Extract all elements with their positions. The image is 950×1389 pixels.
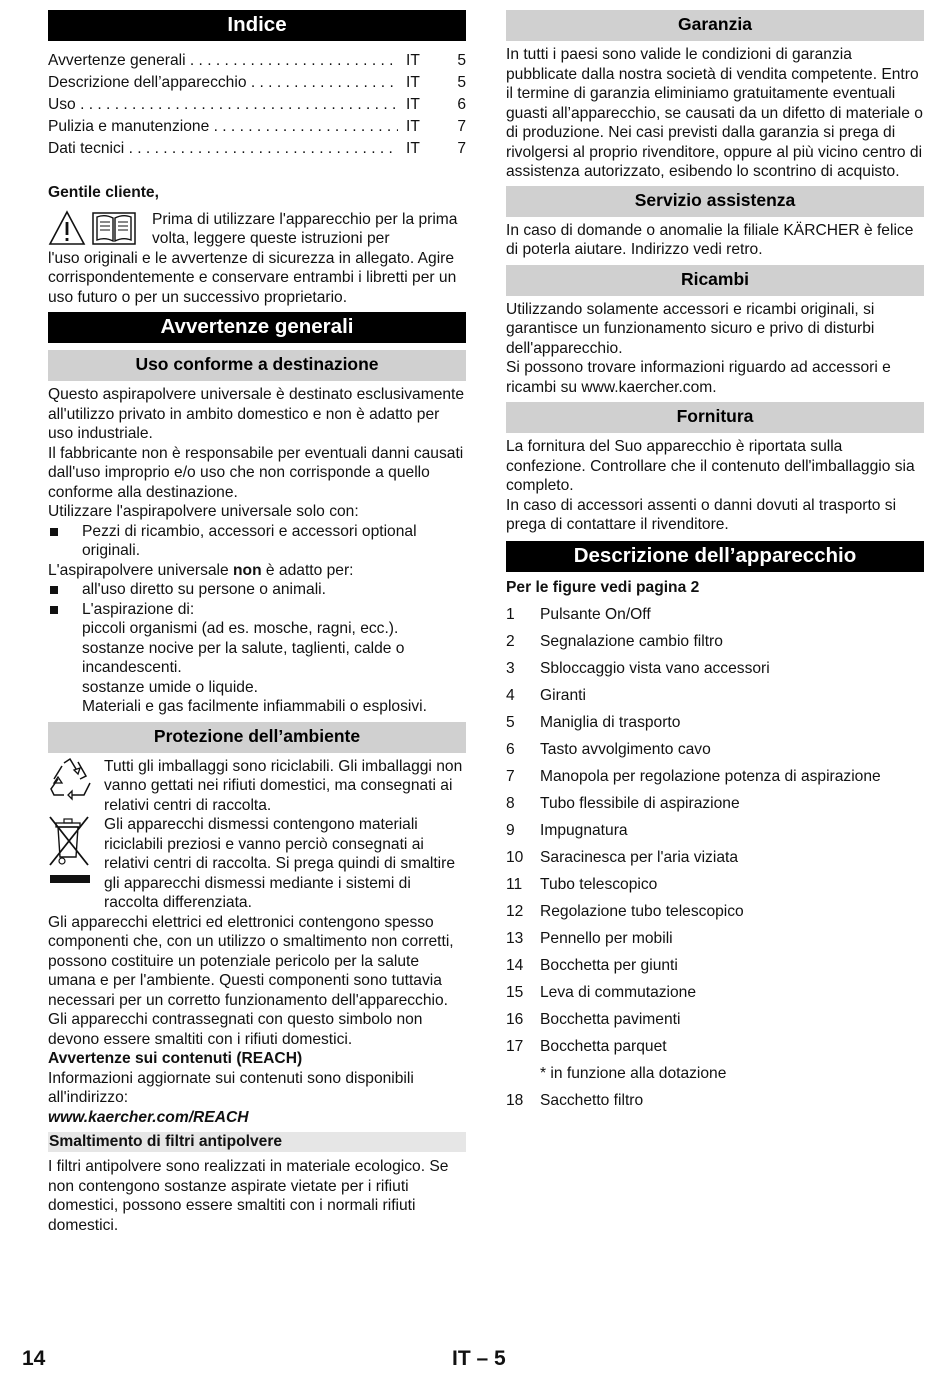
part-number: 9 — [506, 822, 515, 839]
part-list-item — [506, 736, 924, 763]
part-label: * in funzione alla dotazione — [540, 1065, 727, 1082]
part-number: 12 — [506, 903, 524, 920]
delivery-heading: Fornitura — [506, 402, 924, 433]
spares-heading: Ricambi — [506, 265, 924, 296]
suction-item: Materiali e gas facilmente infiammabili o esplosivi. — [82, 698, 427, 715]
toc-entry-title: Avvertenze generali . . . — [48, 50, 398, 72]
bullet-square-icon — [48, 600, 82, 620]
manual-book-icon — [92, 210, 136, 246]
part-list-item — [506, 871, 924, 898]
part-number: 2 — [506, 633, 515, 650]
environment-heading: Protezione dell’ambiente — [48, 722, 466, 753]
part-label: Pennello per mobili — [540, 930, 673, 947]
toc-entry-title: Dati tecnici . . . — [48, 138, 398, 160]
part-label: Regolazione tubo telescopico — [540, 903, 744, 920]
part-label: Giranti — [540, 687, 586, 704]
part-list-item — [506, 682, 924, 709]
recycle-icon — [48, 757, 96, 801]
part-label: Segnalazione cambio filtro — [540, 633, 723, 650]
list-item-text: all'uso diretto su persone o animali. — [82, 581, 326, 598]
part-label: Pulsante On/Off — [540, 606, 651, 623]
spares-p1: Utilizzando solamente accessori e ricambi originali, si garantisce un funzionamento sicuro e privo di disturbi dell'apparecchio. — [506, 300, 875, 357]
part-label: Tubo flessibile di aspirazione — [540, 795, 740, 812]
part-label: Bocchetta per giunti — [540, 957, 678, 974]
part-number: 18 — [506, 1092, 524, 1109]
intro-text-beside-icons: Prima di utilizzare l'apparecchio per la prima volta, leggere queste istruzioni per — [152, 210, 458, 247]
toc-entry-page: 5 — [457, 52, 466, 69]
part-list-item — [506, 1033, 924, 1060]
reach-link[interactable]: www.kaercher.com/REACH — [48, 1108, 249, 1126]
part-number: 5 — [506, 714, 515, 731]
part-number: 3 — [506, 660, 515, 677]
part-number: 1 — [506, 606, 515, 623]
part-number: 4 — [506, 687, 515, 704]
part-label: Bocchetta parquet — [540, 1038, 667, 1055]
toc-entry-lang: IT — [406, 74, 420, 91]
part-number: 7 — [506, 768, 515, 785]
part-number: 13 — [506, 930, 524, 947]
toc-entry-page: 6 — [457, 96, 466, 113]
suction-item: sostanze nocive per la salute, taglienti, calde o incandescenti. — [82, 639, 405, 676]
intro-icons-row — [48, 210, 466, 249]
table-of-contents — [48, 50, 466, 160]
list-item — [48, 522, 466, 561]
weee-block — [48, 815, 466, 913]
toc-entry-lang: IT — [406, 96, 420, 113]
part-number: 16 — [506, 1011, 524, 1028]
page-number-left: 14 — [22, 1347, 46, 1370]
part-list-item — [506, 601, 924, 628]
part-label: Bocchetta pavimenti — [540, 1011, 681, 1028]
right-column — [506, 10, 924, 1114]
part-label: Impugnatura — [540, 822, 628, 839]
part-list-item — [506, 1087, 924, 1114]
part-number: 6 — [506, 741, 515, 758]
part-label: Tasto avvolgimento cavo — [540, 741, 711, 758]
parts-list — [506, 601, 924, 1114]
suction-item: piccoli organismi (ad es. mosche, ragni, ecc.). — [82, 620, 399, 637]
toc-entry-page: 7 — [457, 140, 466, 157]
toc-entry-lang: IT — [406, 140, 420, 157]
part-number: 14 — [506, 957, 524, 974]
part-list-item — [506, 1060, 924, 1087]
recycle-icon-box — [48, 757, 104, 816]
list-item — [48, 600, 466, 620]
service-text: In caso di domande o anomalie la filiale KÄRCHER è felice di poterla aiutare. Indirizzo vedi retro. — [506, 221, 914, 258]
bullet-square-icon — [48, 522, 82, 561]
intro-text: l'uso originali e le avvertenze di sicurezza in allegato. Agire corrispondentemente e conservare entrambi i libretti per un uso futuro o per un successivo proprietario. — [48, 249, 457, 306]
reach-text: Informazioni aggiornate sui contenuti sono disponibili all'indirizzo: — [48, 1069, 414, 1106]
part-list-item — [506, 952, 924, 979]
part-label: Tubo telescopico — [540, 876, 658, 893]
greeting: Gentile cliente, — [48, 184, 159, 201]
toc-entry-page: 7 — [457, 118, 466, 135]
part-list-item — [506, 844, 924, 871]
service-heading: Servizio assistenza — [506, 186, 924, 217]
toc-entry-page: 5 — [457, 74, 466, 91]
toc-entry-title: Descrizione dell’apparecchio . . . — [48, 72, 398, 94]
part-number — [506, 1060, 540, 1087]
device-description-heading: Descrizione dell’apparecchio — [506, 541, 924, 572]
left-column — [48, 10, 466, 1235]
part-number: 8 — [506, 795, 515, 812]
part-label: Leva di commutazione — [540, 984, 697, 1001]
toc-entry[interactable] — [48, 72, 466, 94]
toc-entry[interactable] — [48, 116, 466, 138]
toc-entry-lang: IT — [406, 52, 420, 69]
intended-use-p2: Il fabbricante non è responsabile per eventuali danni causati dall'uso improprio e/o uso che non corrisponde a quello conforme alla destinazione. — [48, 444, 464, 501]
delivery-p2: In caso di accessori assenti o danni dovuti al trasporto si prega di contattare il rivenditore. — [506, 496, 897, 533]
list-item — [48, 580, 466, 600]
toc-entry-title: Uso . . . — [48, 94, 398, 116]
intro-icons — [48, 210, 152, 249]
list-item-text: L'aspirazione di: — [82, 600, 195, 618]
reach-heading: Avvertenze sui contenuti (REACH) — [48, 1050, 303, 1067]
intended-use-p3: Utilizzare l'aspirapolvere universale solo con: — [48, 503, 359, 520]
part-list-item — [506, 763, 924, 790]
bullet-square-icon — [48, 580, 82, 600]
crossed-bin-icon — [48, 815, 96, 891]
weee-icon-box — [48, 815, 104, 913]
toc-entry[interactable] — [48, 50, 466, 72]
part-label: Sacchetto filtro — [540, 1092, 644, 1109]
spares-p2: Si possono trovare informazioni riguardo ad accessori e ricambi su www.kaercher.com. — [506, 359, 891, 396]
part-list-item — [506, 925, 924, 952]
delivery-p1: La fornitura del Suo apparecchio è riportata sulla confezione. Controllare che il contenuto dell'imballaggio sia completo. — [506, 438, 915, 494]
figures-note: Per le figure vedi pagina 2 — [506, 578, 700, 596]
warning-triangle-icon — [48, 210, 86, 246]
recycle-block — [48, 757, 466, 816]
part-number: 15 — [506, 984, 524, 1001]
part-list-item — [506, 628, 924, 655]
part-list-item — [506, 979, 924, 1006]
part-number: 17 — [506, 1038, 524, 1055]
intended-use-heading: Uso conforme a destinazione — [48, 350, 466, 381]
toc-entry-lang: IT — [406, 118, 420, 135]
page-number-right: IT – 5 — [452, 1347, 506, 1370]
toc-entry[interactable] — [48, 94, 466, 116]
general-warnings-heading: Avvertenze generali — [48, 312, 466, 343]
part-label: Manopola per regolazione potenza di aspirazione — [540, 768, 881, 785]
warranty-text: In tutti i paesi sono valide le condizioni di garanzia pubblicate dalla nostra società di vendita competente. Entro il termine di garanzia eliminiamo gratuitamente eventuali guasti all’apparecchio, se causati da un difetto di materiale o di produzione. Nei casi previsti dalla garanzia si prega di rivolgersi al proprio rivenditore, oppure al più vicino centro di assistenza autorizzato, esibendo lo scontrino di acquisto. — [506, 46, 923, 180]
part-number: 11 — [506, 876, 523, 893]
toc-entry[interactable] — [48, 138, 466, 160]
part-list-item — [506, 898, 924, 925]
part-label: Maniglia di trasporto — [540, 714, 681, 731]
weee-text: Gli apparecchi dismessi contengono materiali riciclabili preziosi e vanno perciò consegnati ai relativi centri di raccolta. Si prega quindi di smaltire gli apparecchi dismessi mediante i sistemi di raccolta differenziata. — [104, 816, 456, 911]
part-label: Sbloccaggio vista vano accessori — [540, 660, 770, 677]
filter-disposal-heading: Smaltimento di filtri antipolvere — [48, 1132, 466, 1152]
not-suitable-text: L'aspirapolvere universale non è adatto per: — [48, 561, 354, 579]
warranty-heading: Garanzia — [506, 10, 924, 41]
toc-heading: Indice — [48, 10, 466, 41]
part-list-item — [506, 1006, 924, 1033]
part-list-item — [506, 817, 924, 844]
toc-entry-title: Pulizia e manutenzione . . . — [48, 116, 398, 138]
intended-use-p1: Questo aspirapolvere universale è destinato esclusivamente all'utilizzo privato in ambito domestico e non è adatto per uso industriale. — [48, 386, 465, 442]
recycle-text: Tutti gli imballaggi sono riciclabili. Gli imballaggi non vanno gettati nei rifiuti domestici, ma consegnati ai relativi centri di raccolta. — [104, 757, 463, 814]
part-list-item — [506, 790, 924, 817]
part-number: 10 — [506, 849, 524, 866]
part-label: Saracinesca per l'aria viziata — [540, 849, 738, 866]
part-list-item — [506, 709, 924, 736]
list-item-text: Pezzi di ricambio, accessori e accessori optional originali. — [82, 522, 417, 559]
filter-disposal-text: I filtri antipolvere sono realizzati in materiale ecologico. Se non contengono sostanze aspirate vietate per i rifiuti domestici, possono essere smaltiti con i normali rifiuti domestici. — [48, 1158, 449, 1234]
electrical-text: Gli apparecchi elettrici ed elettronici contengono spesso componenti che, con un utilizzo o smaltimento non corretti, possono costituire un potenziale pericolo per la salute umana e per l'ambiente. Questi componenti sono tuttavia necessari per un corretto funzionamento dell'apparecchio. Gli apparecchi contrassegnati con questo simbolo non devono essere smaltiti con i rifiuti domestici. — [48, 913, 454, 1048]
part-list-item — [506, 655, 924, 682]
suction-item: sostanze umide o liquide. — [82, 678, 258, 696]
